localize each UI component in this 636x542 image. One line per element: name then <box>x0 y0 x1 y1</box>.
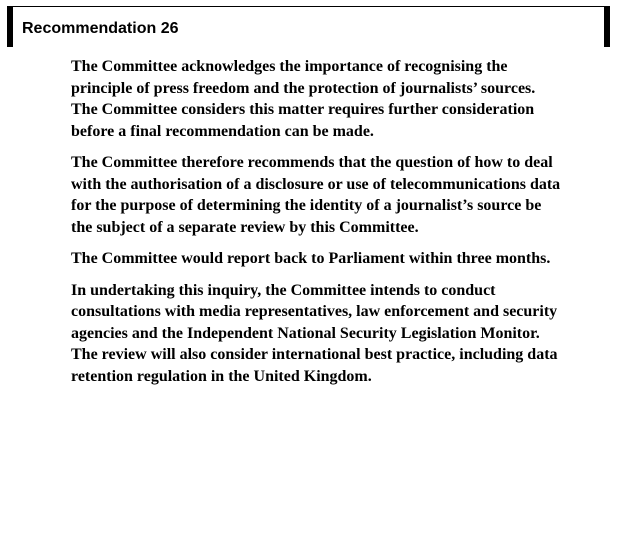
text-line: consultations with media representatives, law enforcement and security <box>71 303 558 320</box>
paragraph-report-back <box>71 248 616 270</box>
text-line: principle of press freedom and the protection of journalists’ sources. <box>71 79 536 97</box>
text-line: The Committee would report back to Parliament within three months. <box>71 250 551 267</box>
text-line: The review will also consider international best practice, including data <box>71 346 558 363</box>
paragraph-separate-review <box>71 152 616 238</box>
recommendation-body <box>71 56 616 397</box>
text-line: for the purpose of determining the identity of a journalist’s source be <box>71 197 542 214</box>
paragraph-inquiry <box>71 280 616 388</box>
paragraph-press-freedom <box>71 56 616 142</box>
text-line: retention regulation in the United Kingdom. <box>71 367 372 385</box>
text-line: In undertaking this inquiry, the Committee intends to conduct <box>71 281 496 299</box>
text-line: The Committee acknowledges the importance of recognising the <box>71 58 508 75</box>
text-line: the subject of a separate review by this Committee. <box>71 218 419 236</box>
text-line: The Committee considers this matter requires further consideration <box>71 101 535 118</box>
recommendation-header <box>7 6 610 47</box>
text-line: before a final recommendation can be made. <box>71 122 374 140</box>
text-line: The Committee therefore recommends that the question of how to deal <box>71 154 553 171</box>
text-line: with the authorisation of a disclosure or use of telecommunications data <box>71 175 561 193</box>
recommendation-title: Recommendation 26 <box>22 20 179 37</box>
text-line: agencies and the Independent National Security Legislation Monitor. <box>71 324 540 342</box>
